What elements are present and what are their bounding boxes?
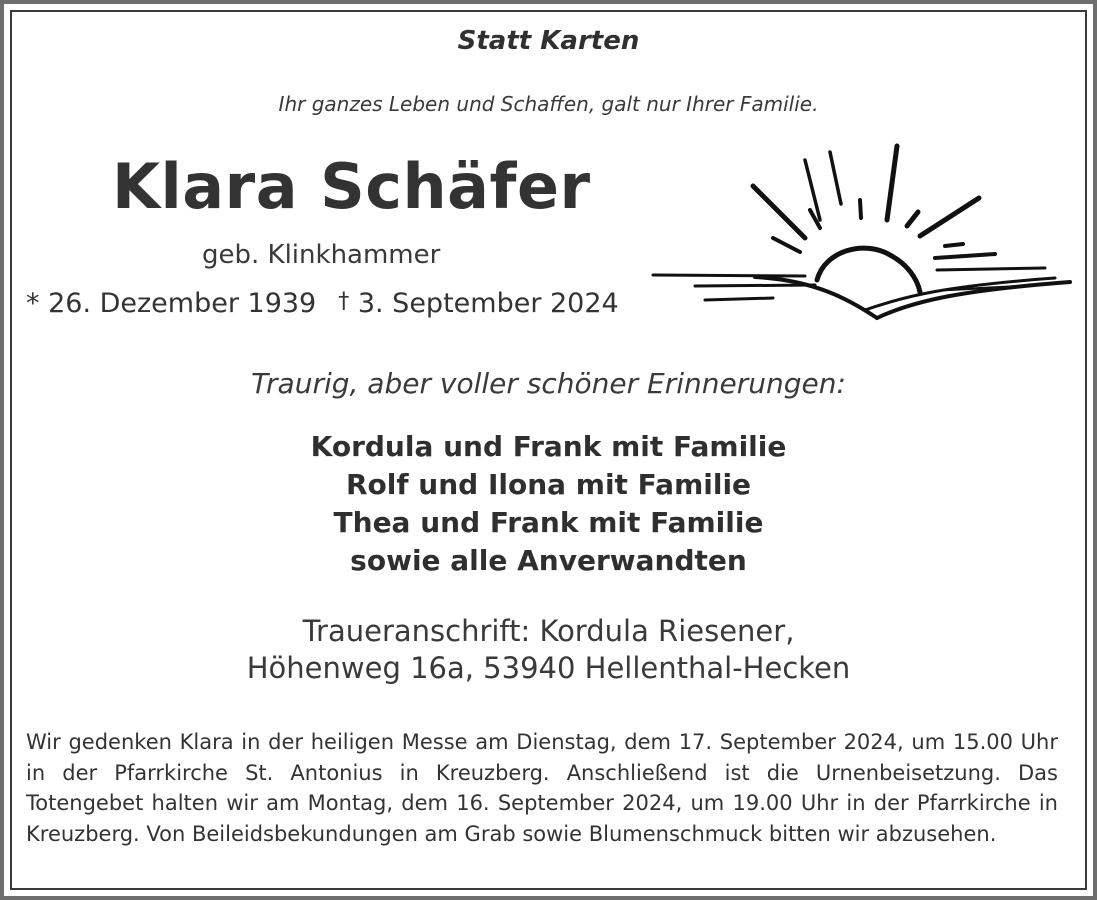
address-line: Traueranschrift: Kordula Riesener, xyxy=(302,614,795,648)
list-item: sowie alle Anverwandten xyxy=(350,544,747,577)
death-date: 3. September 2024 xyxy=(357,288,619,319)
list-item: Thea und Frank mit Familie xyxy=(333,506,764,539)
motto-text: Ihr ganzes Leben und Schaffen, galt nur Ihrer Familie. xyxy=(278,92,819,116)
memorial-notice: Wir gedenken Klara in der heiligen Messe am Dienstag, dem 17. September 2024, um 15.00 Uhr in der Pfarrkirche St. Antonius in Kreuzberg. Anschließend ist die Urnenbeisetzung. Das Totengebet halten wir am Montag, dem 16. September 2024, um 19.00 Uhr in der Pfarrkirche in Kreuzberg. Von Beileidsbekundungen am Grab sowie Blumenschmuck bitten wir abzusehen. xyxy=(26,730,1058,846)
mourners-list xyxy=(0,428,1097,580)
mourning-intro: Traurig, aber voller schöner Erinnerungen: xyxy=(251,367,846,400)
sunset-drawing-icon xyxy=(645,140,1075,325)
mourning-address xyxy=(0,613,1097,687)
list-item: Kordula und Frank mit Familie xyxy=(310,430,787,463)
deceased-name: Klara Schäfer xyxy=(112,150,591,223)
birth-date: * 26. Dezember 1939 xyxy=(26,288,317,319)
address-line: Höhenweg 16a, 53940 Hellenthal-Hecken xyxy=(246,651,851,685)
birth-name: geb. Klinkhammer xyxy=(202,240,441,270)
statt-karten-heading: Statt Karten xyxy=(457,26,640,56)
list-item: Rolf und Ilona mit Familie xyxy=(345,468,752,501)
life-dates xyxy=(26,288,619,319)
cross-symbol: † xyxy=(338,289,350,314)
